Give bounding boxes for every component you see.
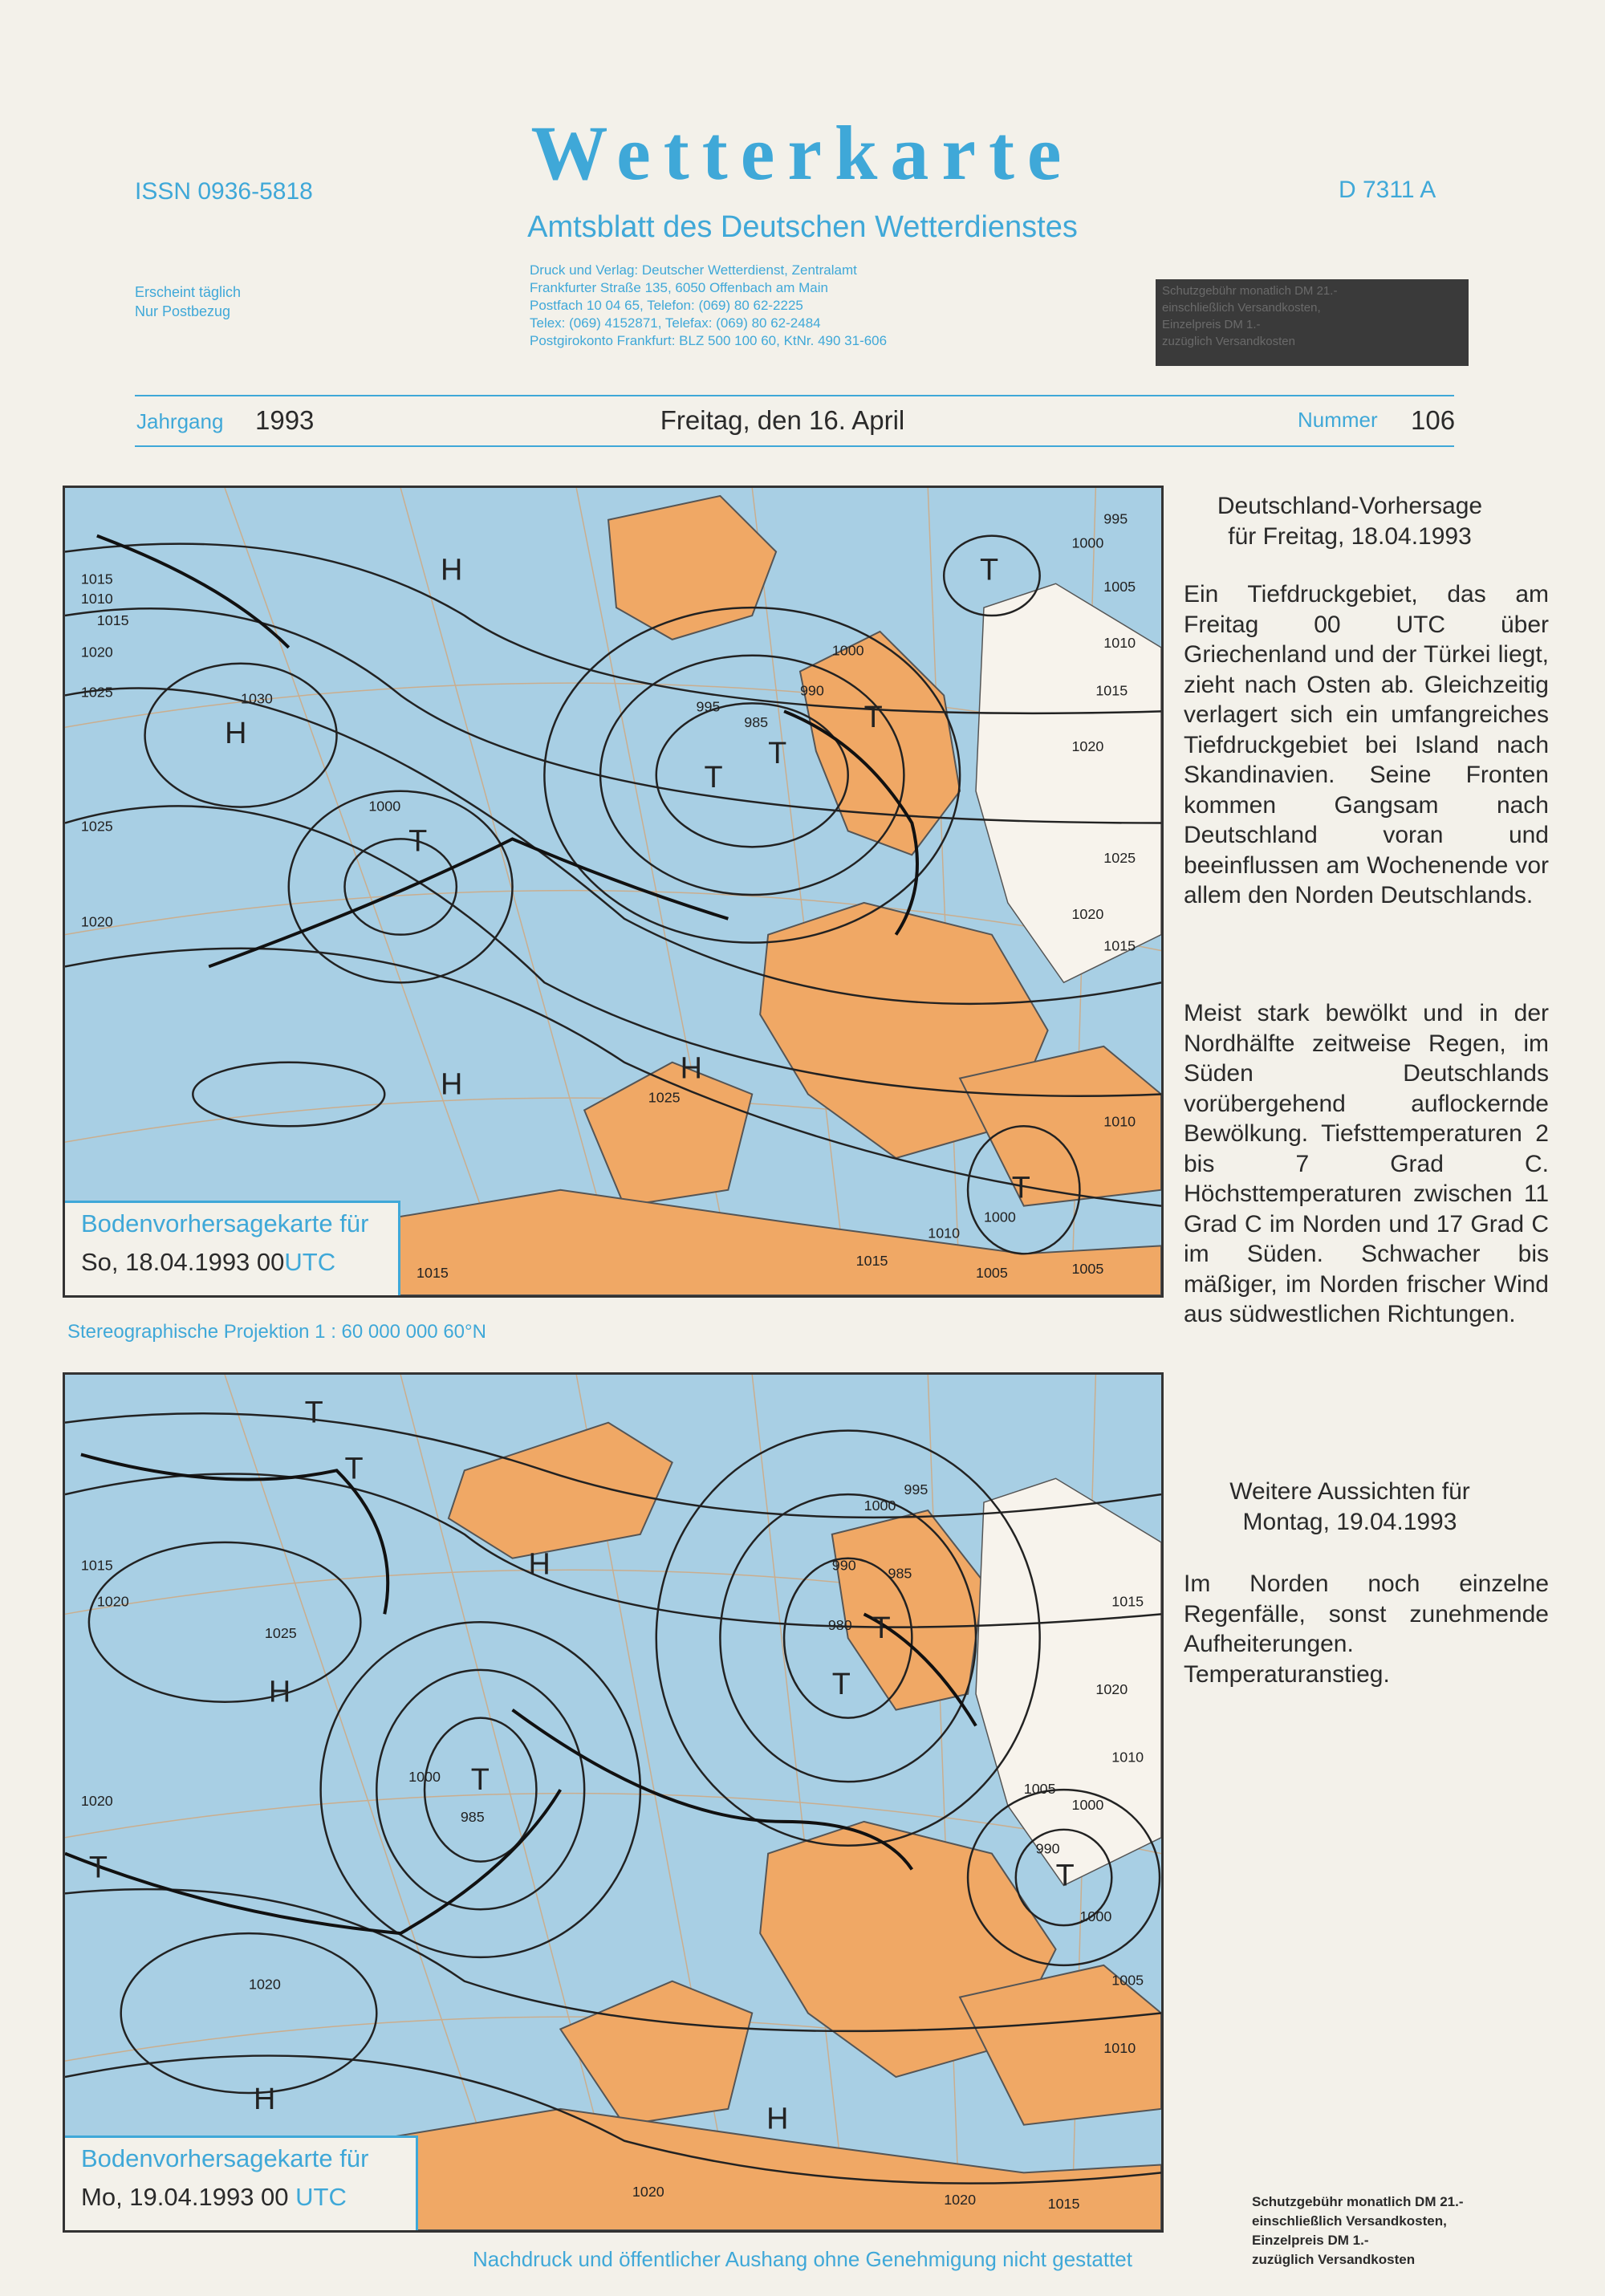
map-symbol-label: T: [1055, 1859, 1075, 1893]
isobar-label: 1015: [1095, 682, 1128, 699]
map-symbol-label: H: [268, 1675, 291, 1709]
isobar-label: 1020: [80, 644, 113, 660]
isobar-label: 1005: [976, 1265, 1008, 1282]
imprint-line: Frankfurter Straße 135, 6050 Offenbach am Main: [530, 280, 828, 295]
isobar-label: 1020: [80, 1792, 113, 1809]
forecast-paragraph: Ein Tiefdruckgebiet, das am Freitag 00 UTC über Griechenland und der Türkei liegt, zieht nach Osten ab. Gleichzeitig verlagert sich ein umfangreiches Tiefdruckgebiet bei Island nach Skandinavien. Seine Fronten kommen Gangsam nach Deutschland voran und beeinflussen am Wochenende vor allem den Norden Deutschlands.: [1184, 581, 1549, 908]
isobar-label: 1015: [855, 1253, 888, 1270]
imprint-line: Druck und Verlag: Deutscher Wetterdienst, Zentralamt: [530, 262, 857, 278]
jahrgang-value: 1993: [255, 405, 315, 435]
map-symbol-label: H: [253, 2082, 276, 2116]
isobar-label: 990: [831, 1557, 856, 1574]
map-symbol-label: T: [1011, 1171, 1030, 1205]
isobar-label: 1020: [80, 913, 113, 930]
stamp-line: Schutzgebühr monatlich DM 21.-: [1162, 284, 1338, 298]
isobar-label: 1015: [96, 612, 129, 628]
outlook-paragraph: Im Norden noch einzelne Regenfälle, sonst zunehmende Aufheiterungen. Temperaturanstieg.: [1184, 1571, 1549, 1688]
isobar-label: 1000: [863, 1497, 896, 1514]
map-symbol-label: T: [88, 1851, 108, 1885]
isobar-label: 1025: [648, 1089, 681, 1106]
isobar-label: 1025: [80, 818, 113, 835]
header-rule-bottom: [135, 445, 1454, 447]
isobar-label: 1015: [1047, 2196, 1080, 2213]
isobar-label: 985: [888, 1565, 912, 1582]
forecast-paragraph: Meist stark bewölkt und in der Nordhälfte zeitweise Regen, im Süden Deutschlands vorübergehend auflockernde Bewölkung. Tiefsttemperaturen 2 bis 7 Grad C. Höchsttemperaturen zwischen 11 Grad C im Norden und 17 Grad C im Süden. Schwacher bis mäßiger, im Norden frischer Wind aus südwestlichen Richtungen.: [1184, 1000, 1549, 1327]
map-caption-utc: UTC: [295, 2183, 347, 2211]
map-symbol-label: T: [304, 1396, 323, 1430]
footer-copyright-note: Nachdruck und öffentlicher Aushang ohne Genehmigung nicht gestattet: [473, 2247, 1132, 2271]
forecast-map-sunday: [63, 486, 1164, 1298]
map-caption-title: Bodenvorhersagekarte für: [81, 2144, 369, 2172]
stamp-line: zuzüglich Versandkosten: [1162, 335, 1295, 348]
header-rule-top: [135, 395, 1454, 396]
isobar-label: 1010: [928, 1225, 961, 1241]
newspaper-title: Wetterkarte: [530, 110, 1075, 196]
nummer-value: 106: [1411, 405, 1456, 435]
imprint-line: Postgirokonto Frankfurt: BLZ 500 100 60, KtNr. 490 31-606: [530, 333, 888, 348]
isobar-label: 1015: [80, 1557, 113, 1574]
isobar-label: 1000: [368, 798, 401, 815]
map-symbol-label: T: [831, 1667, 851, 1701]
map-symbol-label: H: [225, 717, 247, 751]
map-symbol-label: H: [440, 553, 463, 587]
map-caption-date: [81, 2183, 400, 2212]
fee-note-line: einschließlich Versandkosten,: [1252, 2213, 1447, 2229]
isobar-label: 1020: [632, 2184, 664, 2201]
map-symbol-label: H: [680, 1051, 702, 1086]
isobar-label: 1020: [248, 1976, 281, 1993]
map-caption: [65, 1201, 400, 1295]
imprint: [530, 262, 887, 350]
publication-note: [135, 282, 241, 321]
map-symbol-label: T: [344, 1452, 364, 1486]
isobar-label: 1030: [241, 690, 273, 707]
map-symbol-label: T: [470, 1763, 490, 1798]
isobar-label: 1010: [1103, 1113, 1136, 1130]
isobar-label: 1000: [1071, 1796, 1104, 1813]
publication-note-line: Nur Postbezug: [135, 303, 231, 319]
forecast-heading-line: für Freitag, 18.04.1993: [1228, 523, 1472, 550]
issn-number: ISSN 0936-5818: [135, 178, 313, 205]
map-symbol-label: T: [979, 553, 999, 587]
fee-note-line: Einzelpreis DM 1.-: [1252, 2233, 1369, 2248]
map-caption-datetime: Mo, 19.04.1993 00: [81, 2183, 289, 2211]
map-caption-datetime: So, 18.04.1993 00: [81, 1248, 285, 1276]
isobar-label: 1020: [1071, 905, 1104, 922]
map-caption-utc: UTC: [284, 1248, 336, 1276]
postal-code: D 7311 A: [1339, 177, 1436, 203]
weather-map-graphic: [65, 1375, 1161, 2230]
isobar-label: 1015: [80, 571, 113, 587]
isobar-label: 1000: [1079, 1908, 1112, 1925]
isobar-label: 985: [744, 714, 769, 731]
isobar-label: 1020: [1071, 738, 1104, 755]
fee-note-line: zuzüglich Versandkosten: [1252, 2252, 1416, 2267]
map-symbol-label: T: [408, 824, 428, 859]
imprint-line: Telex: (069) 4152871, Telefax: (069) 80 62-2484: [530, 315, 821, 331]
isobar-label: 1025: [264, 1625, 297, 1642]
stamp-line: einschließlich Versandkosten,: [1162, 301, 1321, 315]
isobar-label: 1025: [80, 684, 113, 701]
isobar-label: 1025: [1103, 850, 1136, 867]
isobar-label: 995: [1103, 510, 1128, 527]
isobar-label: 995: [696, 698, 721, 715]
isobar-label: 995: [904, 1481, 928, 1498]
isobar-label: 990: [1035, 1840, 1060, 1857]
isobar-label: 1010: [80, 591, 113, 608]
isobar-label: 1020: [96, 1593, 129, 1610]
map-symbol-label: T: [768, 736, 787, 770]
isobar-label: 1020: [1095, 1680, 1128, 1697]
issue-date: Freitag, den 16. April: [660, 405, 905, 435]
publication-note-line: Erscheint täglich: [135, 284, 242, 300]
isobar-label: 980: [827, 1617, 852, 1634]
isobar-label: 1005: [1111, 1972, 1144, 1989]
forecast-heading: [1181, 491, 1518, 552]
map-symbol-label: H: [528, 1547, 551, 1582]
map-symbol-label: H: [440, 1067, 463, 1102]
isobar-label: 1010: [1103, 2040, 1136, 2057]
map-symbol-label: T: [704, 760, 723, 794]
isobar-label: 1020: [944, 2192, 977, 2209]
map-caption-date: [81, 1248, 382, 1277]
isobar-label: 1000: [408, 1769, 441, 1786]
weather-map-graphic: [65, 488, 1161, 1295]
isobar-label: 1005: [1071, 1261, 1104, 1278]
isobar-label: 1010: [1111, 1749, 1144, 1766]
forecast-map-monday: [63, 1372, 1164, 2233]
map-symbol-label: T: [872, 1611, 891, 1646]
jahrgang-label: Jahrgang: [136, 409, 224, 433]
map-symbol-label: H: [766, 2102, 789, 2136]
isobar-label: 1015: [1103, 937, 1136, 954]
isobar-label: 990: [799, 682, 824, 699]
stamp-line: Einzelpreis DM 1.-: [1162, 318, 1261, 331]
newspaper-subtitle: Amtsblatt des Deutschen Wetterdienstes: [527, 210, 1078, 244]
forecast-heading-line: Deutschland-Vorhersage: [1217, 493, 1483, 519]
isobar-label: 1000: [983, 1209, 1016, 1225]
redacted-stamp-box: [1156, 279, 1469, 366]
isobar-label: 1010: [1103, 634, 1136, 651]
isobar-label: 1000: [831, 642, 864, 659]
isobar-label: 1015: [1111, 1593, 1144, 1610]
outlook-heading: [1181, 1477, 1518, 1538]
isobar-label: 1005: [1103, 579, 1136, 595]
nummer-label: Nummer: [1298, 408, 1378, 432]
isobar-label: 1000: [1071, 534, 1104, 551]
fee-note-line: Schutzgebühr monatlich DM 21.-: [1252, 2194, 1464, 2209]
isobar-label: 1005: [1023, 1781, 1056, 1798]
outlook-heading-line: Montag, 19.04.1993: [1242, 1509, 1457, 1535]
outlook-heading-line: Weitere Aussichten für: [1229, 1478, 1470, 1505]
map-caption: [65, 2135, 418, 2230]
projection-note: Stereographische Projektion 1 : 60 000 000 60°N: [67, 1321, 486, 1343]
imprint-line: Postfach 10 04 65, Telefon: (069) 80 62-2225: [530, 298, 803, 313]
map-caption-title: Bodenvorhersagekarte für: [81, 1209, 369, 1237]
map-symbol-label: T: [863, 701, 883, 735]
isobar-label: 1015: [416, 1265, 449, 1282]
isobar-label: 985: [460, 1808, 485, 1825]
